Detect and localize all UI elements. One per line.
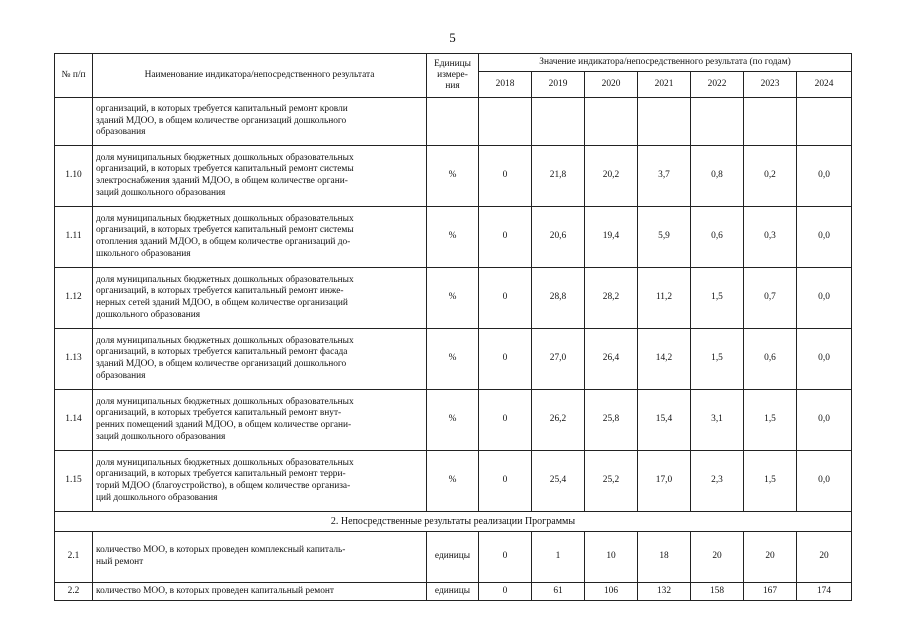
row-value: 15,4 (638, 390, 691, 451)
row-name (93, 146, 427, 207)
row-value: 28,2 (585, 268, 638, 329)
row-name-line: организаций, в которых требуется капитальный ремонт инже- (96, 286, 344, 297)
table-row (55, 146, 852, 207)
header-year: 2021 (638, 72, 691, 98)
row-value: 25,4 (532, 451, 585, 512)
row-name (93, 268, 427, 329)
table-header-row (55, 54, 852, 72)
row-value: 0 (479, 451, 532, 512)
row-name (93, 451, 427, 512)
row-value: 17,0 (638, 451, 691, 512)
row-value: 28,8 (532, 268, 585, 329)
page-number: 5 (449, 30, 456, 45)
row-value: 0,7 (744, 268, 797, 329)
row-name-line: образования (96, 370, 146, 381)
table-row (55, 268, 852, 329)
row-num: 2.1 (55, 532, 93, 583)
row-value: 0,3 (744, 207, 797, 268)
row-value: 0 (479, 207, 532, 268)
row-value: 174 (797, 583, 852, 601)
table-row (55, 532, 852, 583)
row-value: 11,2 (638, 268, 691, 329)
row-name-line: ный ремонт (96, 557, 144, 567)
header-unit-line: ния (445, 81, 460, 91)
row-value (479, 98, 532, 146)
row-name-line: организаций, в которых требуется капитальный ремонт терри- (96, 469, 346, 480)
header-num: № п/п (55, 54, 93, 98)
row-value: 14,2 (638, 329, 691, 390)
row-value: 0,0 (797, 451, 852, 512)
row-unit: единицы (427, 532, 479, 583)
table-row (55, 329, 852, 390)
row-unit: единицы (427, 583, 479, 601)
row-value: 0 (479, 329, 532, 390)
row-name-line: зданий МДОО, в общем количестве организаций дошкольного (96, 359, 347, 369)
row-value (691, 98, 744, 146)
row-name-line: организаций, в которых требуется капитальный ремонт кровли (96, 104, 348, 115)
row-value: 26,4 (585, 329, 638, 390)
table-row (55, 451, 852, 512)
row-name-line: количество МОО, в которых проведен комплексный капиталь- (96, 545, 346, 556)
row-value: 18 (638, 532, 691, 583)
row-value: 158 (691, 583, 744, 601)
row-value: 0,6 (744, 329, 797, 390)
row-name-line: организаций, в которых требуется капитальный ремонт системы (96, 225, 354, 236)
row-value (744, 98, 797, 146)
row-value: 3,7 (638, 146, 691, 207)
row-value: 5,9 (638, 207, 691, 268)
row-name-line: заций дошкольного образования (96, 187, 226, 198)
row-num: 1.15 (55, 451, 93, 512)
row-name-line: доля муниципальных бюджетных дошкольных образовательных (96, 335, 354, 346)
row-num: 2.2 (55, 583, 93, 601)
indicators-table (54, 53, 852, 601)
section-header-row (55, 512, 852, 532)
header-year: 2018 (479, 72, 532, 98)
header-year: 2024 (797, 72, 852, 98)
row-value (638, 98, 691, 146)
row-value (532, 98, 585, 146)
row-name-line: нерных сетей зданий МДОО, в общем количестве организаций (96, 298, 348, 308)
row-name-line: образования (96, 127, 146, 138)
section-title: 2. Непосредственные результаты реализации Программы (55, 512, 852, 532)
row-name (93, 532, 427, 583)
row-value: 25,8 (585, 390, 638, 451)
row-name-line: отопления зданий МДОО, в общем количестве организаций до- (96, 237, 351, 247)
row-value: 0,2 (744, 146, 797, 207)
row-name-line: зданий МДОО, в общем количестве организаций дошкольного (96, 115, 347, 126)
row-num (55, 98, 93, 146)
row-value: 25,2 (585, 451, 638, 512)
row-value: 1,5 (744, 451, 797, 512)
row-name-line: количество МОО, в которых проведен капитальный ремонт (96, 585, 334, 596)
row-value: 0,0 (797, 390, 852, 451)
row-name-line: заций дошкольного образования (96, 431, 226, 442)
header-year: 2020 (585, 72, 638, 98)
row-name-line: организаций, в которых требуется капитальный ремонт фасада (96, 347, 348, 358)
row-name (93, 329, 427, 390)
row-unit: % (427, 329, 479, 390)
row-value: 1,5 (744, 390, 797, 451)
row-value: 106 (585, 583, 638, 601)
row-name (93, 583, 427, 601)
row-value: 167 (744, 583, 797, 601)
row-unit: % (427, 268, 479, 329)
table-row (55, 390, 852, 451)
row-unit: % (427, 390, 479, 451)
row-name (93, 98, 427, 146)
row-unit: % (427, 207, 479, 268)
row-value: 0,0 (797, 329, 852, 390)
row-name-line: ренних помещений зданий МДОО, в общем количестве органи- (96, 420, 352, 430)
row-num: 1.14 (55, 390, 93, 451)
row-value: 3,1 (691, 390, 744, 451)
row-value: 20,2 (585, 146, 638, 207)
row-value: 2,3 (691, 451, 744, 512)
row-name-line: школьного образования (96, 248, 191, 259)
table-row (55, 98, 852, 146)
row-value: 1 (532, 532, 585, 583)
header-values-group: Значение индикатора/непосредственного результата (по годам) (479, 54, 852, 72)
row-value: 27,0 (532, 329, 585, 390)
row-value: 19,4 (585, 207, 638, 268)
row-value: 0,8 (691, 146, 744, 207)
row-value: 1,5 (691, 268, 744, 329)
row-name-line: электроснабжения зданий МДОО, в общем количестве органи- (96, 176, 348, 186)
row-value: 132 (638, 583, 691, 601)
row-value: 1,5 (691, 329, 744, 390)
row-value (797, 98, 852, 146)
header-year: 2023 (744, 72, 797, 98)
row-num: 1.12 (55, 268, 93, 329)
row-name-line: доля муниципальных бюджетных дошкольных образовательных (96, 396, 354, 407)
row-value: 0,0 (797, 207, 852, 268)
row-value: 0,6 (691, 207, 744, 268)
row-name-line: доля муниципальных бюджетных дошкольных образовательных (96, 274, 354, 285)
row-num: 1.10 (55, 146, 93, 207)
header-name: Наименование индикатора/непосредственного результата (93, 54, 427, 98)
row-name-line: дошкольного образования (96, 309, 201, 320)
row-name-line: доля муниципальных бюджетных дошкольных образовательных (96, 213, 354, 224)
row-value: 26,2 (532, 390, 585, 451)
row-name-line: торий МДОО (благоустройство), в общем количестве организа- (96, 481, 351, 491)
row-value: 0,0 (797, 268, 852, 329)
row-value: 20 (744, 532, 797, 583)
row-name-line: организаций, в которых требуется капитальный ремонт внут- (96, 408, 342, 419)
row-value: 0 (479, 146, 532, 207)
row-unit: % (427, 451, 479, 512)
row-value: 20,6 (532, 207, 585, 268)
row-value: 61 (532, 583, 585, 601)
row-value: 0 (479, 268, 532, 329)
row-value: 21,8 (532, 146, 585, 207)
row-value: 20 (797, 532, 852, 583)
row-name (93, 207, 427, 268)
row-name-line: доля муниципальных бюджетных дошкольных образовательных (96, 457, 354, 468)
row-value: 0 (479, 532, 532, 583)
row-value: 0,0 (797, 146, 852, 207)
row-name-line: ций дошкольного образования (96, 492, 218, 503)
header-unit-line: измере- (437, 70, 468, 80)
row-value: 0 (479, 583, 532, 601)
row-num: 1.11 (55, 207, 93, 268)
row-value: 10 (585, 532, 638, 583)
header-year: 2022 (691, 72, 744, 98)
row-value: 0 (479, 390, 532, 451)
row-value (585, 98, 638, 146)
row-name-line: организаций, в которых требуется капитальный ремонт системы (96, 164, 354, 175)
header-unit (427, 54, 479, 98)
row-value: 20 (691, 532, 744, 583)
row-unit (427, 98, 479, 146)
row-name (93, 390, 427, 451)
row-num: 1.13 (55, 329, 93, 390)
header-unit-line: Единицы (434, 59, 471, 69)
table-row (55, 583, 852, 601)
table-row (55, 207, 852, 268)
row-name-line: доля муниципальных бюджетных дошкольных образовательных (96, 152, 354, 163)
header-year: 2019 (532, 72, 585, 98)
row-unit: % (427, 146, 479, 207)
